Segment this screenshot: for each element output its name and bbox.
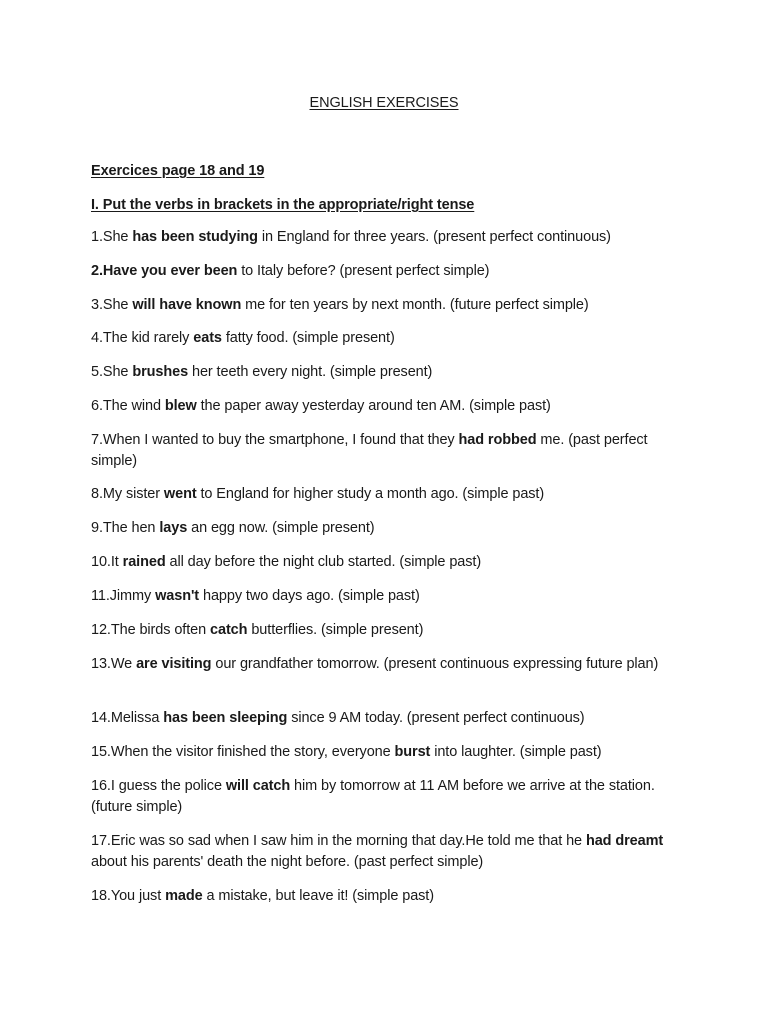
item-text-before: 4.The kid rarely	[91, 330, 194, 346]
item-text-after: since 9 AM today. (present perfect continuous)	[287, 710, 585, 726]
exercise-page-reference: Exercices page 18 and 19	[91, 163, 265, 179]
item-answer-verb: 2.Have you ever been	[91, 263, 238, 279]
item-answer-verb: rained	[122, 554, 166, 570]
exercise-item	[91, 708, 691, 729]
exercise-item	[91, 742, 691, 763]
item-text-before: 9.The hen	[91, 520, 160, 536]
item-text-after: all day before the night club started. (simple past)	[165, 554, 482, 570]
item-answer-verb: went	[163, 486, 197, 502]
exercise-item	[91, 654, 691, 675]
item-text-before: 6.The wind	[91, 398, 165, 414]
exercise-item	[91, 484, 691, 505]
item-text-before: 18.You just	[91, 888, 166, 904]
item-answer-verb: catch	[210, 622, 248, 638]
item-text-after: about his parents' death the night before. (past perfect simple)	[91, 854, 484, 870]
item-text-after: in England for three years. (present perfect continuous)	[257, 229, 611, 245]
exercise-item	[91, 552, 691, 573]
item-text-after: the paper away yesterday around ten AM. (simple past)	[196, 398, 551, 414]
item-answer-verb: brushes	[132, 364, 189, 380]
item-answer-verb: has been studying	[132, 229, 258, 245]
item-text-before: 1.She	[91, 229, 133, 245]
exercise-item	[91, 396, 691, 417]
item-answer-verb: are visiting	[136, 656, 212, 672]
item-text-before: 7.When I wanted to buy the smartphone, I found that they	[91, 432, 459, 448]
item-answer-verb: made	[165, 888, 203, 904]
item-text-before: 8.My sister	[91, 486, 164, 502]
exercise-item	[91, 620, 691, 641]
item-answer-verb: had dreamt	[585, 833, 664, 849]
item-text-after: our grandfather tomorrow. (present continuous expressing future plan)	[211, 656, 659, 672]
item-answer-verb: will have known	[132, 297, 242, 313]
item-answer-verb: wasn't	[155, 588, 200, 604]
exercise-item	[91, 430, 691, 472]
item-answer-verb: burst	[394, 744, 431, 760]
exercise-instruction: I. Put the verbs in brackets in the appropriate/right tense	[91, 197, 475, 213]
item-answer-verb: has been sleeping	[163, 710, 288, 726]
item-answer-verb: had robbed	[458, 432, 537, 448]
exercise-item	[91, 776, 691, 818]
item-text-after: fatty food. (simple present)	[221, 330, 395, 346]
item-text-after: her teeth every night. (simple present)	[188, 364, 433, 380]
exercise-item	[91, 886, 691, 907]
item-text-after: a mistake, but leave it! (simple past)	[202, 888, 434, 904]
item-text-after: butterflies. (simple present)	[247, 622, 424, 638]
exercise-item	[91, 261, 691, 282]
exercise-item	[91, 362, 691, 383]
exercise-item	[91, 295, 691, 316]
item-text-after: me. (past perfect simple)	[91, 432, 648, 469]
document-title: ENGLISH EXERCISES	[309, 95, 459, 111]
item-answer-verb: lays	[159, 520, 188, 536]
exercise-item	[91, 518, 691, 539]
item-text-before: 5.She	[91, 364, 133, 380]
item-text-before: 15.When the visitor finished the story, everyone	[91, 744, 395, 760]
item-text-before: 14.Melissa	[91, 710, 164, 726]
item-text-after: happy two days ago. (simple past)	[199, 588, 420, 604]
exercise-item	[91, 328, 691, 349]
item-text-before: 13.We	[91, 656, 137, 672]
item-answer-verb: blew	[164, 398, 197, 414]
item-text-after: to Italy before? (present perfect simple)	[237, 263, 490, 279]
item-text-after: me for ten years by next month. (future perfect simple)	[241, 297, 589, 313]
item-text-before: 12.The birds often	[91, 622, 211, 638]
item-text-after: into laughter. (simple past)	[430, 744, 602, 760]
item-text-before: 3.She	[91, 297, 133, 313]
item-text-before: 17.Eric was so sad when I saw him in the morning that day.He told me that he	[91, 833, 586, 849]
item-text-before: 10.It	[91, 554, 123, 570]
exercise-item	[91, 227, 691, 248]
exercise-item	[91, 586, 691, 607]
item-text-before: 11.Jimmy	[91, 588, 156, 604]
item-text-after: an egg now. (simple present)	[187, 520, 375, 536]
item-text-after: to England for higher study a month ago. (simple past)	[196, 486, 545, 502]
item-answer-verb: eats	[193, 330, 222, 346]
item-text-before: 16.I guess the police	[91, 778, 226, 794]
item-answer-verb: will catch	[225, 778, 291, 794]
item-text-after: him by tomorrow at 11 AM before we arrive at the station. (future simple)	[91, 778, 655, 815]
exercise-item	[91, 831, 691, 873]
